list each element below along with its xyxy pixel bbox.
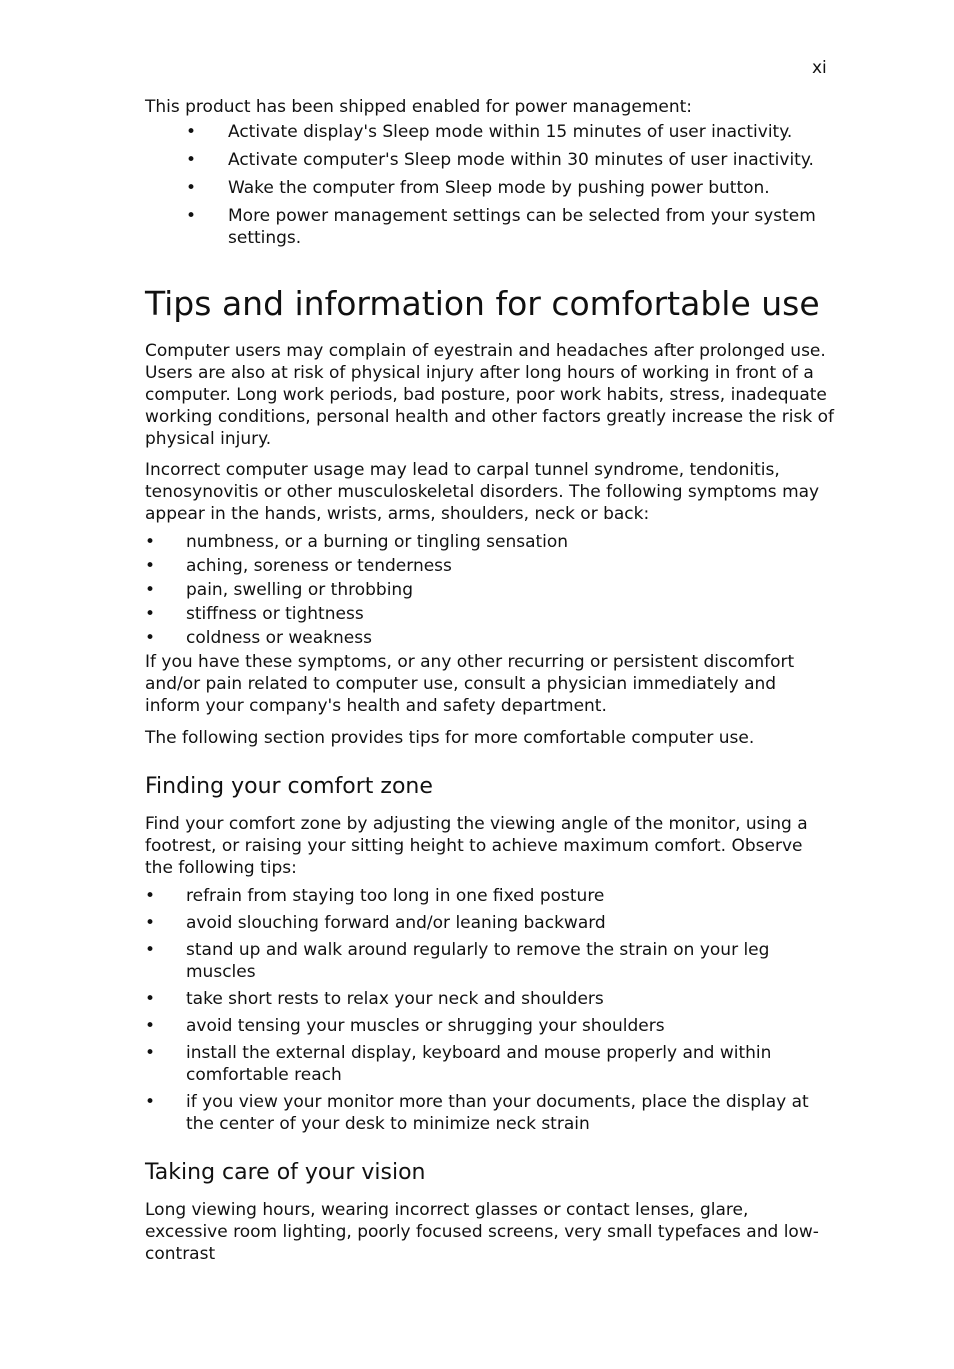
- list-item: • take short rests to relax your neck and shoulders: [145, 989, 604, 1009]
- subsection-title: Taking care of your vision: [145, 1160, 426, 1185]
- power-intro: This product has been shipped enabled for power management:: [145, 97, 693, 117]
- list-item: • aching, soreness or tenderness: [145, 556, 452, 576]
- document-body: [145, 96, 835, 1265]
- list-item: • refrain from staying too long in one fixed posture: [145, 886, 605, 906]
- bullet-icon: •: [145, 532, 156, 552]
- paragraph: If you have these symptoms, or any other recurring or persistent discomfort and/or pain related to computer use, consult a physician immediately and inform your company's health and safety department.: [145, 652, 795, 716]
- bullet-icon: •: [145, 556, 156, 576]
- list-item: • Wake the computer from Sleep mode by pushing power button.: [186, 178, 770, 198]
- list-item: • Activate display's Sleep mode within 15 minutes of user inactivity.: [186, 122, 793, 142]
- list-item: • More power management settings can be selected from your system settings.: [186, 206, 816, 248]
- bullet-icon: •: [145, 628, 156, 648]
- list-item: • avoid tensing your muscles or shrugging your shoulders: [145, 1016, 665, 1036]
- comfort-tips-list: [145, 885, 835, 1135]
- list-item: • Activate computer's Sleep mode within 30 minutes of user inactivity.: [186, 150, 814, 170]
- bullet-icon: •: [186, 150, 197, 170]
- bullet-icon: •: [145, 940, 156, 960]
- bullet-icon: •: [145, 989, 156, 1009]
- bullet-icon: •: [145, 1092, 156, 1112]
- bullet-icon: •: [145, 604, 156, 624]
- power-management-list: [186, 121, 835, 249]
- list-item: • if you view your monitor more than your documents, place the display at the center of your desk to minimize neck strain: [145, 1092, 809, 1134]
- bullet-icon: •: [145, 580, 156, 600]
- paragraph: Long viewing hours, wearing incorrect glasses or contact lenses, glare, excessive room lighting, poorly focused screens, very small typefaces and low-contrast: [145, 1200, 819, 1264]
- list-item: • coldness or weakness: [145, 628, 372, 648]
- bullet-icon: •: [186, 178, 197, 198]
- bullet-icon: •: [145, 913, 156, 933]
- bullet-icon: •: [145, 1016, 156, 1036]
- bullet-icon: •: [186, 206, 197, 226]
- paragraph: Incorrect computer usage may lead to carpal tunnel syndrome, tendonitis, tenosynovitis or other musculoskeletal disorders. The following symptoms may appear in the hands, wrists, arms, shoulders, neck or back:: [145, 460, 820, 524]
- list-item: • numbness, or a burning or tingling sensation: [145, 532, 569, 552]
- bullet-icon: •: [186, 122, 197, 142]
- list-item: • avoid slouching forward and/or leaning backward: [145, 913, 606, 933]
- list-item: • install the external display, keyboard and mouse properly and within comfortable reach: [145, 1043, 772, 1085]
- symptoms-list: [145, 531, 835, 649]
- paragraph: Find your comfort zone by adjusting the viewing angle of the monitor, using a footrest, or raising your sitting height to achieve maximum comfort. Observe the following tips:: [145, 814, 808, 878]
- list-item: • stiffness or tightness: [145, 604, 364, 624]
- list-item: • stand up and walk around regularly to remove the strain on your leg muscles: [145, 940, 770, 982]
- paragraph: The following section provides tips for more comfortable computer use.: [145, 728, 755, 748]
- paragraph: Computer users may complain of eyestrain and headaches after prolonged use. Users are also at risk of physical injury after long hours of working in front of a computer. Long work periods, bad posture, poor work habits, stress, inadequate working conditions, personal health and other factors greatly increase the risk of physical injury.: [145, 341, 834, 449]
- page-number: xi: [812, 58, 827, 78]
- list-item: • pain, swelling or throbbing: [145, 580, 413, 600]
- subsection-title: Finding your comfort zone: [145, 774, 433, 799]
- section-title: Tips and information for comfortable use: [145, 284, 820, 323]
- bullet-icon: •: [145, 886, 156, 906]
- bullet-icon: •: [145, 1043, 156, 1063]
